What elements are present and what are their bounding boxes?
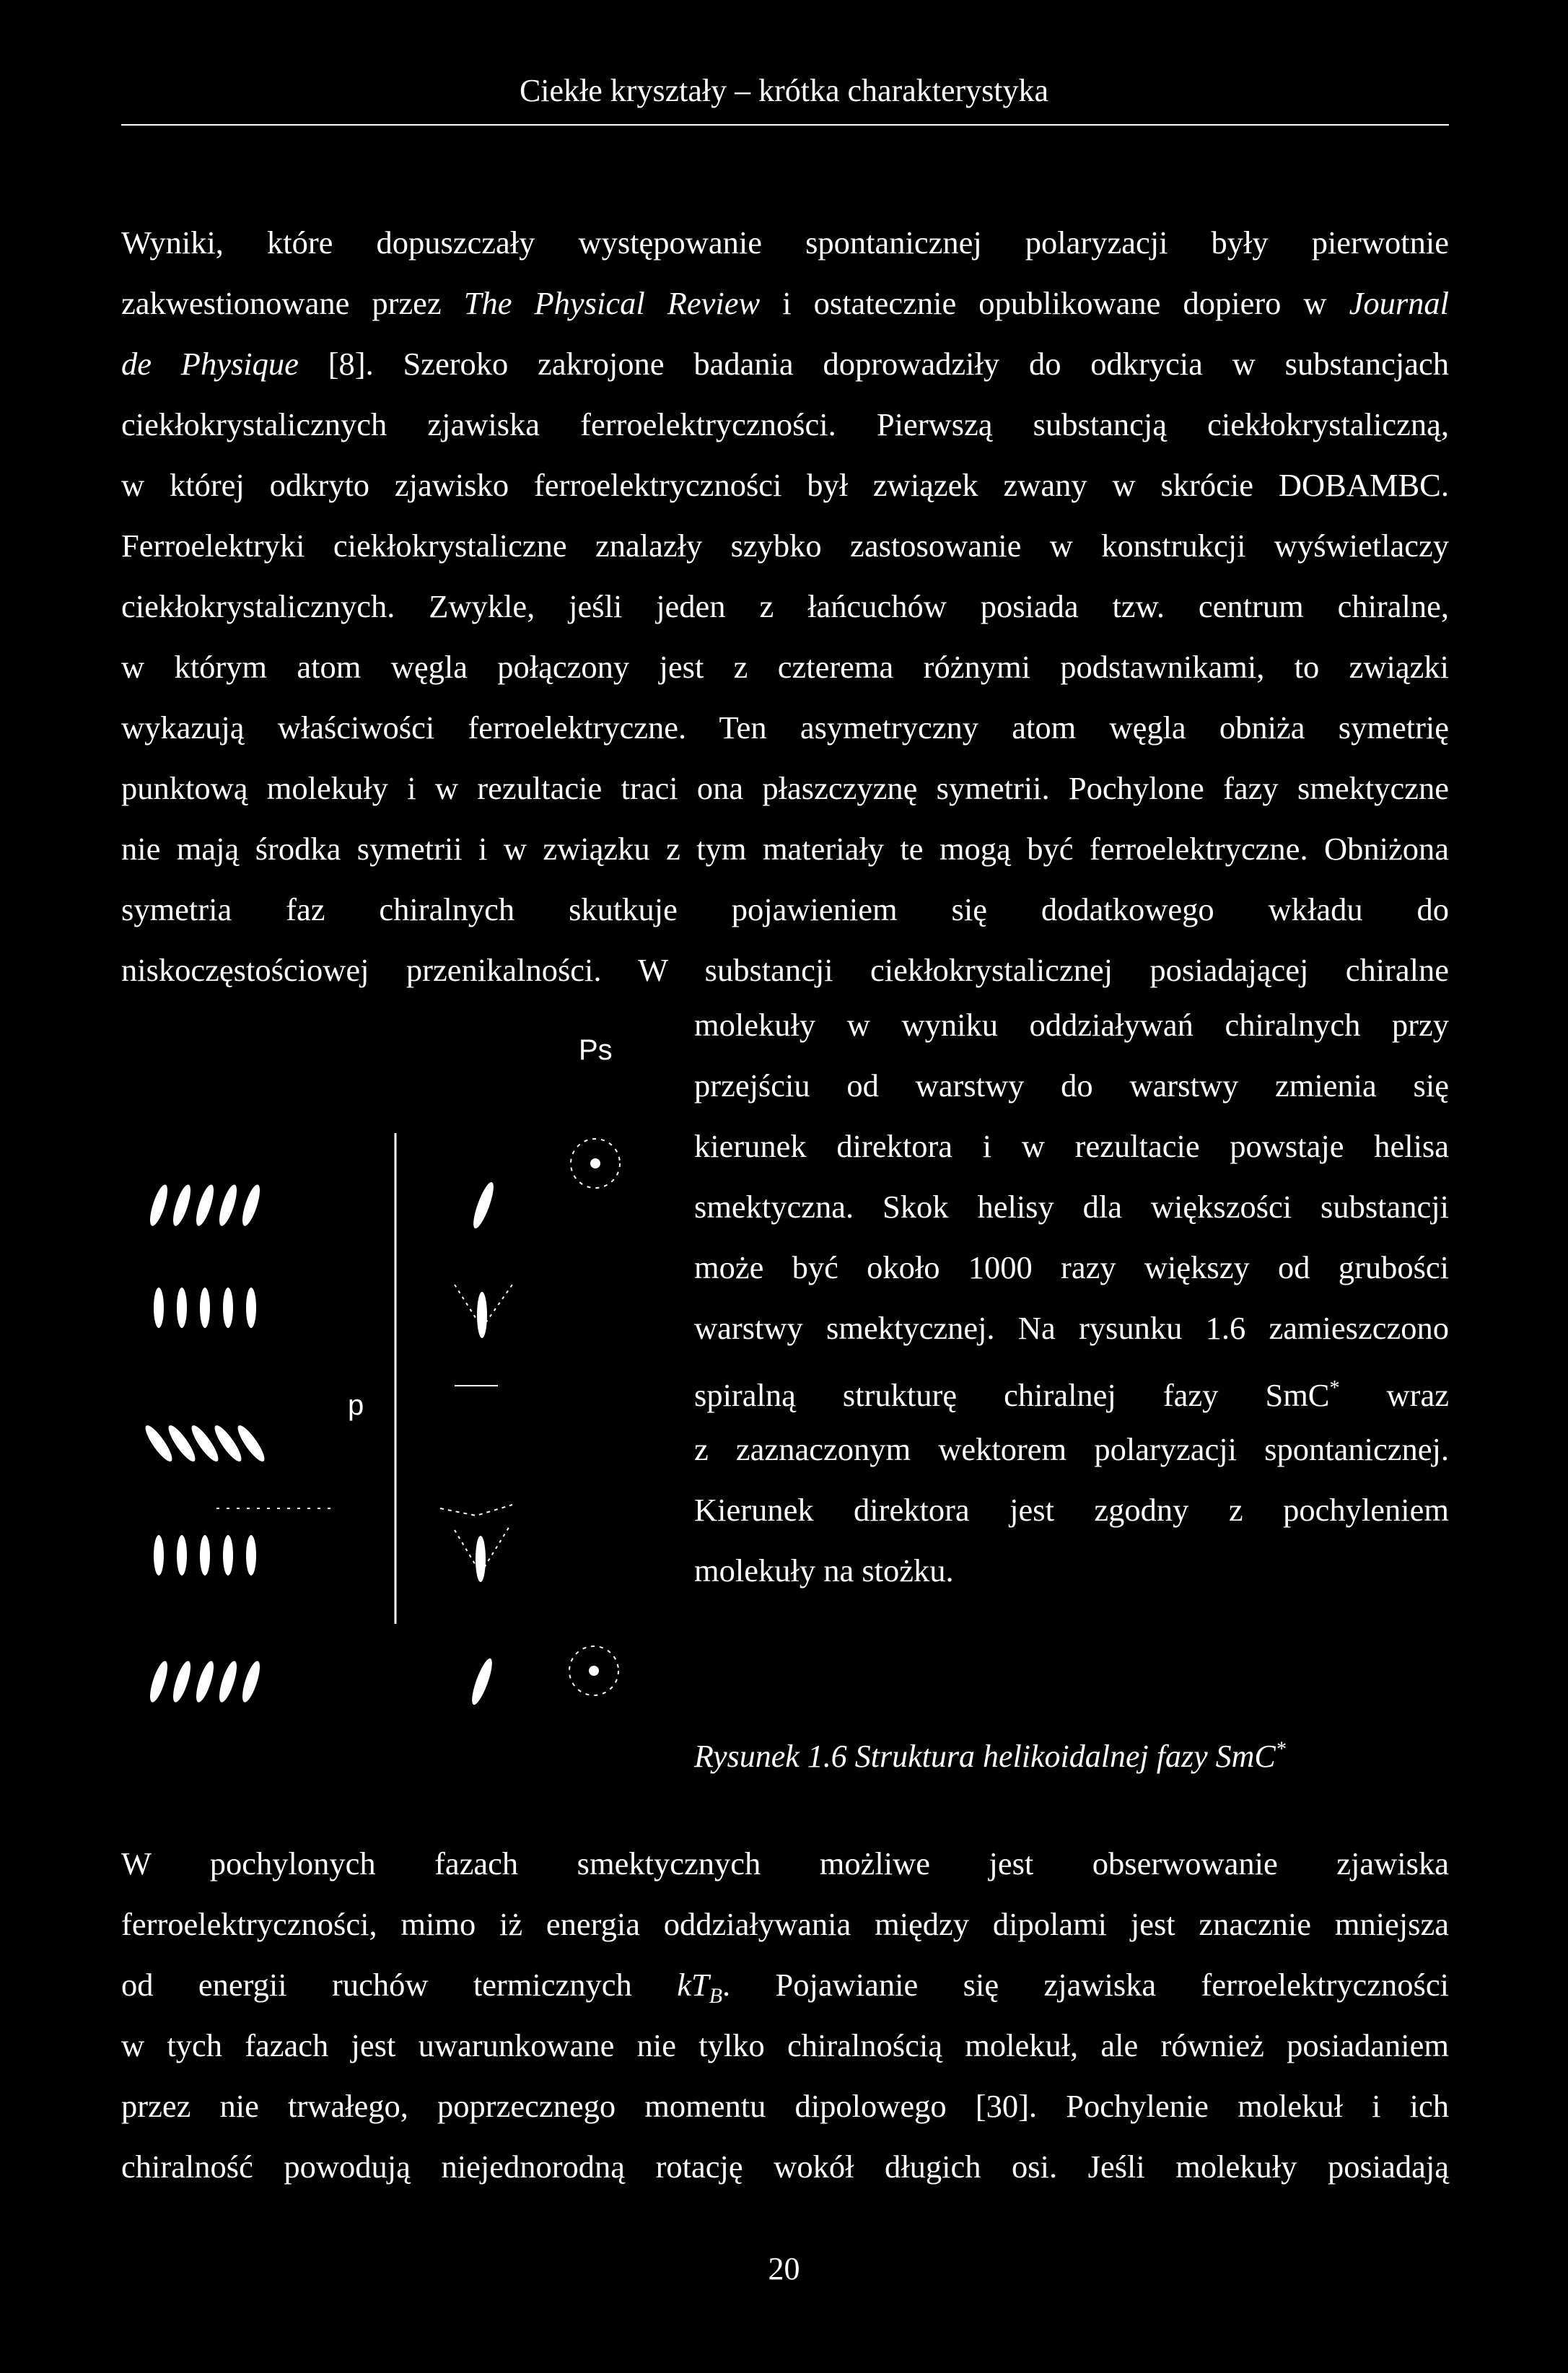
molecule-row-3 [141,1423,268,1464]
text-line: Ferroelektryki ciekłokrystaliczne znalazły szybko zastosowanie w konstrukcji wyświetlaczy [121,528,1449,564]
text-line: warstwy smektycznej. Na rysunku 1.6 zamieszczono [694,1310,1449,1346]
text-line: ciekłokrystalicznych zjawiska ferroelektryczności. Pierwszą substancją ciekłokrystaliczną, [121,406,1449,442]
paragraph-3 [121,1833,1449,2197]
text-line: W pochylonych fazach smektycznych możliwe jest obserwowanie zjawiska [121,1845,1449,1882]
text-line: może być około 1000 razy większy od grubości [694,1249,1449,1285]
text-line: przez nie trwałego, poprzecznego momentu dipolowego [30]. Pochylenie molekuł i ich [121,2088,1449,2124]
text-line: wykazują właściwości ferroelektryczne. Ten asymetryczny atom węgla obniża symetrię [121,709,1449,746]
text-line: molekuły w wyniku oddziaływań chiralnych przy [694,1007,1449,1043]
molecule-row-2 [154,1288,487,1338]
molecule-row-4 [154,1535,486,1582]
text-line: przejściu od warstwy do warstwy zmienia się [694,1067,1449,1104]
paragraph-1 [121,212,1449,1000]
text-line: ferroelektryczności, mimo iż energia oddziaływania między dipolami jest znacznie mniejsza [121,1906,1449,1942]
text-line: ciekłokrystalicznych. Zwykle, jeśli jeden z łańcuchów posiada tzw. centrum chiralne, [121,588,1449,624]
smc-helix-figure [137,1010,686,1732]
header-rule [121,124,1449,126]
paragraph-2-wrapped [694,995,1449,1601]
page-number: 20 [768,2251,800,2286]
text-line: chiralność powodują niejednorodną rotację wokół długich osi. Jeśli molekuły posiadają [121,2149,1449,2185]
molecule-row-1 [146,1180,497,1230]
text-line: w której odkryto zjawisko ferroelektryczności był związek zwany w skrócie DOBAMBC. [121,467,1449,503]
text-line: od energii ruchów termicznych $kT_B$. Pojawianie się zjawiska ferroelektryczności [121,1967,1449,2008]
text-line: zakwestionowane przez The Physical Review i ostatecznie opublikowane dopiero w Journal [121,285,1450,321]
text-line: kierunek direktora i w rezultacie powstaje helisa [694,1128,1449,1164]
text-line: punktową molekuły i w rezultacie traci ona płaszczyznę symetrii. Pochylone fazy smektyczne [121,770,1449,806]
text-line: z zaznaczonym wektorem polaryzacji spontanicznej. [694,1431,1449,1467]
text-line: spiralną strukturę chiralnej fazy SmC* wraz [694,1376,1449,1413]
text-line: symetria faz chiralnych skutkuje pojawieniem się dodatkowego wkładu do [121,891,1449,927]
text-line: nie mają środka symetrii i w związku z tym materiały te mogą być ferroelektryczne. Obniżona [121,831,1449,867]
text-line: de Physique [8]. Szeroko zakrojone badania doprowadziły do odkrycia w substancjach [121,346,1449,382]
figure-caption: Rysunek 1.6 Struktura helikoidalnej fazy SmC* [694,1738,1286,1774]
text-line: Kierunek direktora jest zgodny z pochyleniem [694,1492,1449,1528]
text-line: w którym atom węgla połączony jest z czterema różnymi podstawnikami, to związki [121,649,1449,685]
label-p: p [348,1389,364,1421]
text-line: Wyniki, które dopuszczały występowanie spontanicznej polaryzacji były pierwotnie [121,224,1449,261]
text-line: molekuły na stożku. [694,1552,954,1588]
label-ps: Ps [579,1034,613,1066]
text-line: niskoczęstościowej przenikalności. W substancji ciekłokrystalicznej posiadającej chiralne [121,952,1449,988]
text-line: smektyczna. Skok helisy dla większości substancji [694,1189,1449,1225]
molecule-row-5 [146,1656,496,1706]
running-header: Ciekłe kryształy – krótka charakterystyka [519,73,1049,108]
text-line: w tych fazach jest uwarunkowane nie tylko chiralnością molekuł, ale również posiadaniem [121,2027,1449,2063]
